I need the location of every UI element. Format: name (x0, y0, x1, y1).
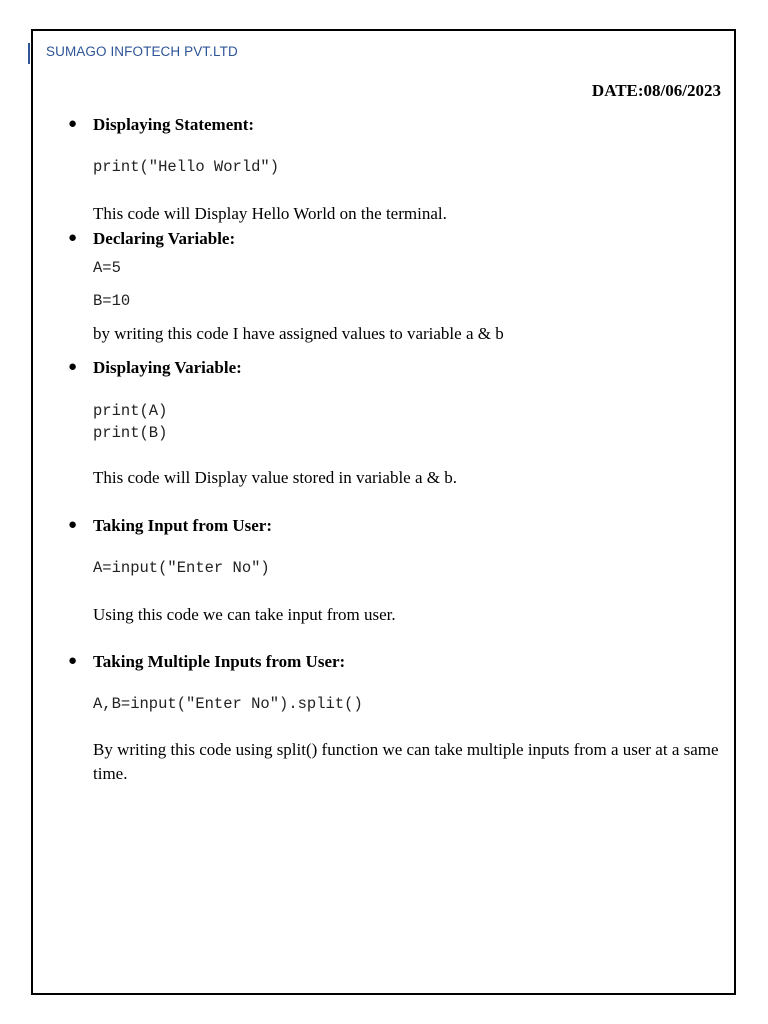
document-date: DATE:08/06/2023 (591, 81, 721, 100)
code-line: B=10 (93, 292, 131, 310)
code-line: print(B) (93, 424, 168, 442)
section-heading: Displaying Variable: (93, 358, 242, 377)
section-heading: Displaying Statement: (93, 115, 255, 134)
code-line: A=input("Enter No") (93, 559, 270, 577)
section-text: By writing this code using split() function we can take multiple inputs from a user at a same time. (93, 740, 719, 783)
bullet-icon: ● (68, 653, 78, 669)
code-line: A,B=input("Enter No").split() (93, 695, 363, 713)
section-text: This code will Display Hello World on the terminal. (93, 204, 447, 223)
section-heading: Taking Input from User: (93, 516, 273, 535)
section-heading: Declaring Variable: (93, 229, 236, 248)
bullet-icon: ● (68, 359, 78, 375)
header-marker (28, 43, 30, 64)
bullet-icon: ● (68, 116, 78, 132)
company-name: SUMAGO INFOTECH PVT.LTD (46, 44, 238, 59)
section-text: Using this code we can take input from user. (93, 605, 396, 624)
section-text: This code will Display value stored in variable a & b. (93, 468, 457, 487)
section-heading: Taking Multiple Inputs from User: (93, 652, 346, 671)
code-line: print(A) (93, 402, 168, 420)
code-line: A=5 (93, 259, 121, 277)
bullet-icon: ● (68, 230, 78, 246)
code-line: print("Hello World") (93, 158, 280, 176)
bullet-icon: ● (68, 517, 78, 533)
section-text: by writing this code I have assigned values to variable a & b (93, 324, 504, 343)
